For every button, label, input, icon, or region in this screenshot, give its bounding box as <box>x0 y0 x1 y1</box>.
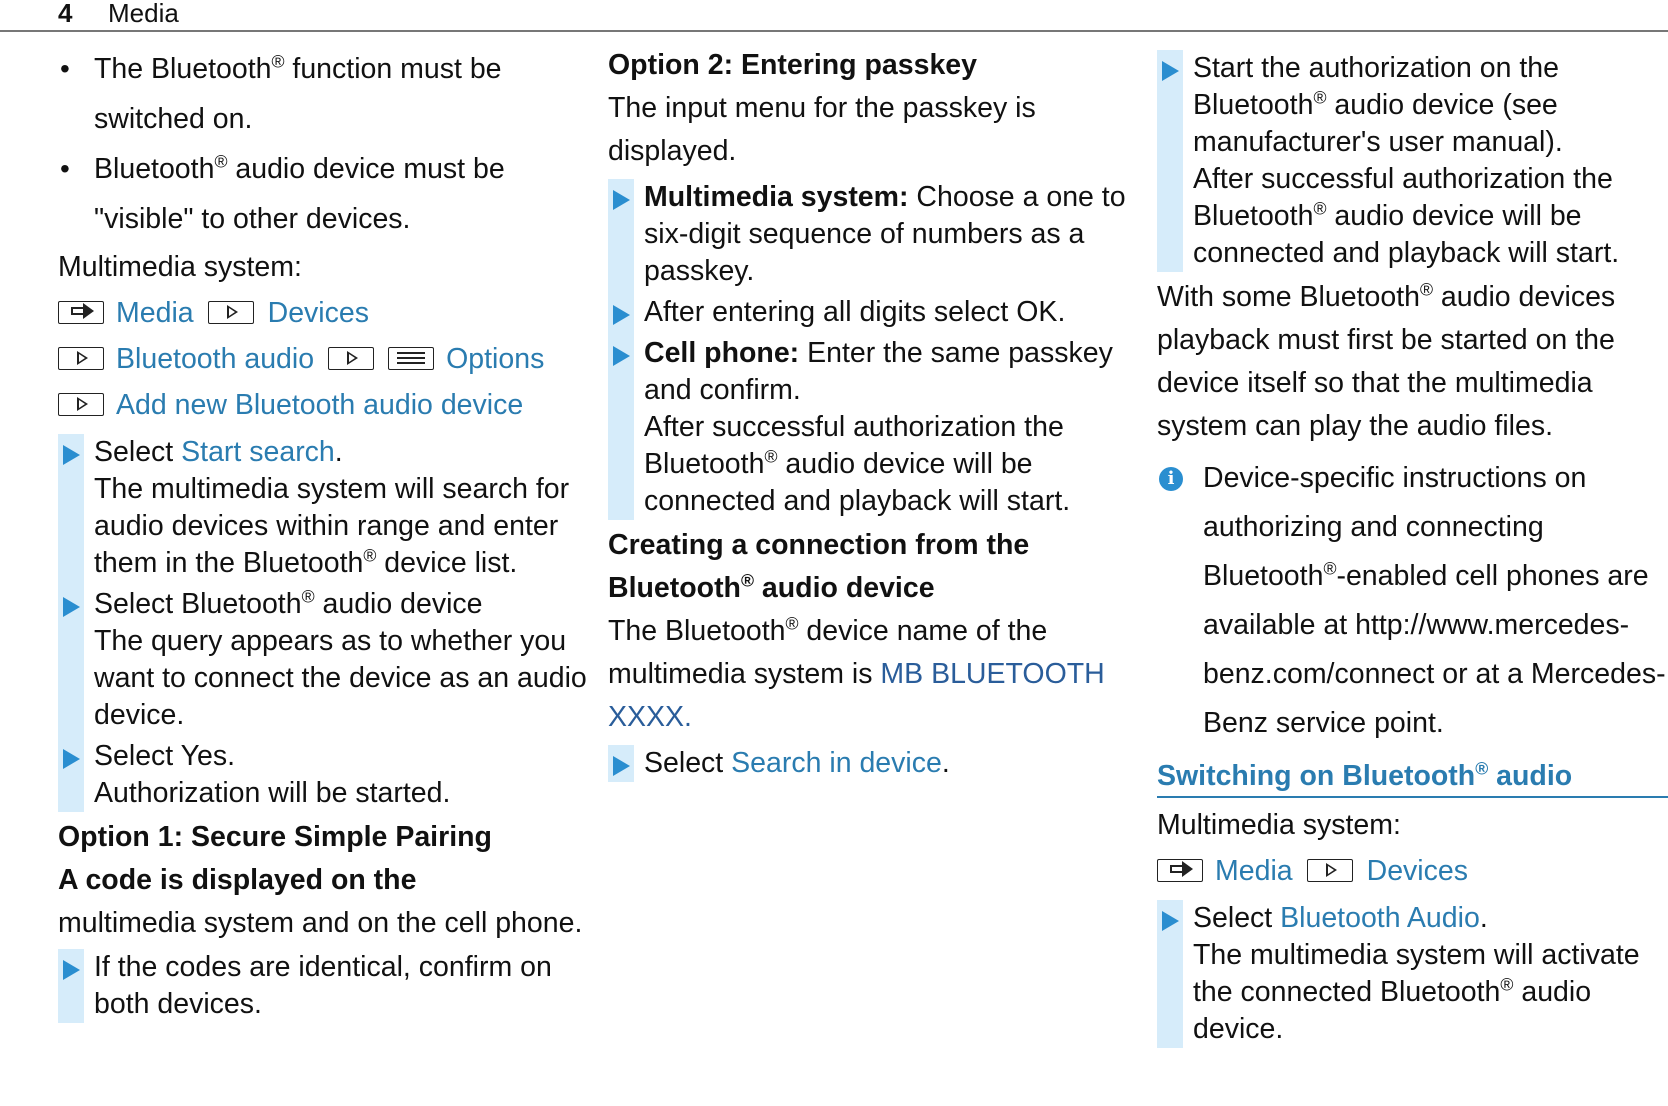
step-item: Select Bluetooth® audio device The query appears as to whether you want to connect the device as an audio device. <box>58 586 588 734</box>
option1-subheading: A code is displayed on the <box>58 864 417 896</box>
multimedia-label: Multimedia system: <box>1157 809 1401 841</box>
column-3 <box>1157 44 1668 1052</box>
step-item: Start the authorization on the Bluetooth® audio device (see manufacturer's user manual). After successful authorization the Bluetooth® audio device will be connected and playback will start. <box>1157 50 1668 272</box>
step-list <box>608 745 1128 782</box>
bullet-item: • The Bluetooth® function must be switched on. <box>58 44 588 144</box>
device-name-text: The Bluetooth® device name of the multimedia system is MB BLUETOOTH XXXX. <box>608 613 1105 733</box>
step-list <box>58 434 588 812</box>
step-item: Select Yes. Authorization will be started. <box>58 738 588 812</box>
step-list <box>58 949 588 1023</box>
path-media[interactable]: Media <box>1215 855 1293 887</box>
path-add-device[interactable]: Add new Bluetooth audio device <box>116 389 524 421</box>
step-item: Select Start search. The multimedia system will search for audio devices within range and enter them in the Bluetooth® device list. <box>58 434 588 582</box>
step-arrow-icon <box>613 305 630 325</box>
path-devices[interactable]: Devices <box>1366 855 1468 887</box>
play-triangle-icon <box>58 347 104 370</box>
step-arrow-icon <box>1162 61 1179 81</box>
column-2 <box>608 44 1128 786</box>
step-item: Cell phone: Enter the same passkey and confirm. After successful authorization the Bluetooth® audio device will be connected and playback will start. <box>608 335 1128 520</box>
step-item: Multimedia system: Choose a one to six-digit sequence of numbers as a passkey. <box>608 179 1128 290</box>
option1-text: multimedia system and on the cell phone. <box>58 907 583 939</box>
menu-path <box>1157 848 1668 894</box>
play-triangle-icon <box>58 393 104 416</box>
step-arrow-icon <box>1162 911 1179 931</box>
playback-note: With some Bluetooth® audio devices playback must first be started on the device itself so that the multimedia system can play the audio files. <box>1157 279 1616 442</box>
link-bluetooth-audio[interactable]: Bluetooth Audio <box>1280 902 1480 934</box>
step-arrow-icon <box>63 597 80 617</box>
step-list <box>1157 50 1668 272</box>
menu-path <box>58 336 588 382</box>
step-list <box>608 179 1128 520</box>
section-heading: Switching on Bluetooth® audio <box>1157 756 1668 798</box>
play-triangle-icon <box>1307 859 1353 882</box>
option2-text: The input menu for the passkey is displayed. <box>608 92 1036 167</box>
step-list <box>1157 900 1668 1048</box>
step-arrow-icon <box>613 190 630 210</box>
step-item: Select Bluetooth Audio. The multimedia system will activate the connected Bluetooth® audio device. <box>1157 900 1668 1048</box>
step-arrow-icon <box>613 756 630 776</box>
link-search-in-device[interactable]: Search in device <box>731 747 942 779</box>
chapter-title: Media <box>108 0 179 28</box>
enter-arrow-icon <box>1157 859 1203 882</box>
option2-heading: Option 2: Entering passkey <box>608 49 977 81</box>
menu-path <box>58 382 588 428</box>
menu-path <box>58 290 588 336</box>
info-note: i Device-specific instructions on authorizing and connecting Bluetooth®-enabled cell phones are available at http://www.mercedes-benz.com/connect or at a Mercedes-Benz service point. <box>1157 454 1668 748</box>
enter-arrow-icon <box>58 301 104 324</box>
play-triangle-icon <box>208 301 254 324</box>
bullet-item: • Bluetooth® audio device must be "visible" to other devices. <box>58 144 588 244</box>
page-header <box>0 0 1668 32</box>
step-item: If the codes are identical, confirm on both devices. <box>58 949 588 1023</box>
path-media[interactable]: Media <box>116 297 194 329</box>
creating-connection-heading: Creating a connection from the Bluetooth® audio device <box>608 529 1030 604</box>
path-bluetooth-audio[interactable]: Bluetooth audio <box>116 343 315 375</box>
option1-heading: Option 1: Secure Simple Pairing <box>58 821 492 853</box>
menu-icon <box>388 347 434 370</box>
step-arrow-icon <box>63 749 80 769</box>
step-arrow-icon <box>613 346 630 366</box>
multimedia-label: Multimedia system: <box>58 251 302 283</box>
column-1 <box>58 44 588 1027</box>
step-arrow-icon <box>63 445 80 465</box>
link-start-search[interactable]: Start search <box>181 436 335 468</box>
step-item: Select Search in device. <box>608 745 1128 782</box>
info-icon: i <box>1159 467 1183 491</box>
step-item: After entering all digits select OK. <box>608 294 1128 331</box>
device-name-value: MB BLUETOOTH XXXX <box>608 658 1105 733</box>
path-options[interactable]: Options <box>446 343 545 375</box>
step-arrow-icon <box>63 960 80 980</box>
play-triangle-icon <box>328 347 374 370</box>
page-number: 4 <box>58 0 73 28</box>
path-devices[interactable]: Devices <box>267 297 369 329</box>
